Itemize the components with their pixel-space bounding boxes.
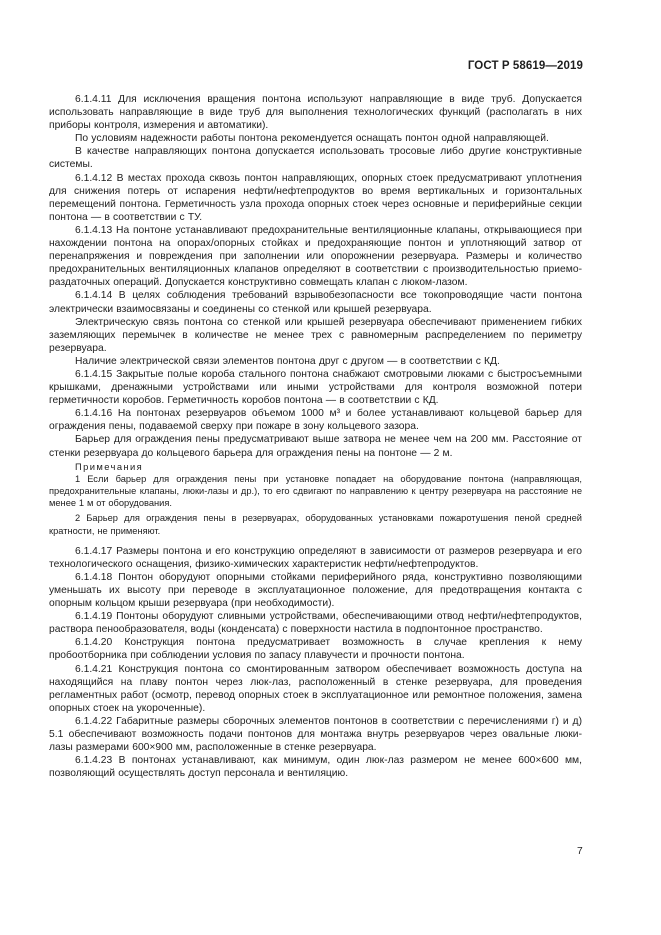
document-header: ГОСТ Р 58619—2019 (467, 60, 583, 72)
paragraph: 6.1.4.20 Конструкция понтона предусматривает возможность в случае крепления к нему пробоотборника при соблюдении условия по запасу плавучести и прочности понтона. (49, 637, 582, 662)
paragraph: 6.1.4.13 На понтоне устанавливают предохранительные вентиляционные клапаны, открывающиеся при нахождении понтона на опорах/опорных стойках и предохраняющие понтон и уплотняющий затвор от перенапряжения и повреждения при заполнении или опорожнении резервуара. Размеры и количество предохранительных вентиляционных клапанов определяют в соответствии с производительностью приемо-раздаточных операций. Допускается конструктивно совмещать клапан с люком-лазом. (49, 224, 582, 289)
note-item: 1 Если барьер для ограждения пены при установке попадает на оборудование понтона (направляющая, предохранительные клапаны, люки-лазы и др.), то его сдвигают по направлению к центру резервуара на расстояние не менее 1 м от оборудования. (49, 473, 582, 509)
paragraph: Электрическую связь понтона со стенкой или крышей резервуара обеспечивают применением гибких заземляющих перемычек в количестве не менее трех с равномерным распределением по периметру резервуара. (49, 316, 582, 354)
paragraph: Наличие электрической связи элементов понтона друг с другом — в соответствии с КД. (75, 355, 500, 367)
paragraph: 6.1.4.11 Для исключения вращения понтона используют направляющие в виде труб. Допускается использовать направляющие в виде труб для выполнения технологических функций (располагать в них приборы контроля, измерения и автоматики). (49, 94, 582, 132)
page-number: 7 (577, 846, 583, 857)
note-item: 2 Барьер для ограждения пены в резервуарах, оборудованных установками пожаротушения пеной средней кратности, не применяют. (49, 513, 582, 536)
paragraph: 6.1.4.16 На понтонах резервуаров объемом 1000 м³ и более устанавливают кольцевой барьер для ограждения пены, подаваемой сверху при пожаре в зону кольцевого зазора. (49, 408, 582, 433)
document-body (49, 93, 582, 780)
paragraph: По условиям надежности работы понтона рекомендуется оснащать понтон одной направляющей. (75, 133, 549, 145)
paragraph: 6.1.4.21 Конструкция понтона со смонтированным затвором обеспечивает возможность доступа на находящийся на плаву понтон через люк-лаз, расположенный в стенке резервуара, для проведения регламентных работ (осмотр, перевод опорных стоек в эксплуатационное или ремонтное положения, замена опорных стоек на укороченные). (49, 663, 582, 714)
paragraph: 6.1.4.12 В местах прохода сквозь понтон направляющих, опорных стоек предусматривают уплотнения для снижения потерь от испарения нефти/нефтепродуктов во время вертикальных и горизонтальных перемещений понтона. Герметичность узла прохода опорных стоек через основные и периферийные секции понтона — в соответствии с ТУ. (49, 172, 582, 223)
paragraph: 6.1.4.19 Понтоны оборудуют сливными устройствами, обеспечивающими отвод нефти/нефтепродуктов, раствора пенообразователя, воды (конденсата) с поверхности настила в подпонтонное пространство. (49, 611, 582, 636)
paragraph: В качестве направляющих понтона допускается использовать тросовые либо другие конструктивные системы. (49, 146, 582, 171)
paragraph: 6.1.4.22 Габаритные размеры сборочных элементов понтонов в соответствии с перечислениями г) и д) 5.1 обеспечивают возможность подачи понтонов для монтажа внутрь резервуаров через овальные люки-лазы размерами 600×900 мм, расположенные в стенке резервуара. (49, 715, 582, 754)
paragraph: Барьер для ограждения пены предусматривают выше затвора не менее чем на 200 мм. Расстояние от стенки резервуара до кольцевого барьера для ограждения пены на понтоне — 2 м. (49, 434, 582, 459)
notes-title: Примечания (75, 460, 144, 472)
paragraph: 6.1.4.14 В целях соблюдения требований взрывобезопасности все токопроводящие части понтона электрически взаимосвязаны и соединены со стенкой или крышей резервуара. (49, 290, 582, 315)
paragraph: 6.1.4.18 Понтон оборудуют опорными стойками периферийного ряда, конструктивно позволяющими уменьшать их высоту при переводе в эксплуатационное положение, для предотвращения контакта с опорным кольцом крыши резервуара (при необходимости). (49, 571, 582, 610)
paragraph: 6.1.4.15 Закрытые полые короба стального понтона снабжают смотровыми люками с быстросъемными крышками, дренажными устройствами или иными устройствами для контроля возможной потери герметичности коробов. Герметичность коробов понтона — в соответствии с КД. (49, 368, 582, 407)
paragraph: 6.1.4.17 Размеры понтона и его конструкцию определяют в зависимости от размеров резервуара и его технологического оснащения, физико-химических характеристик нефти/нефтепродуктов. (49, 545, 582, 570)
paragraph: 6.1.4.23 В понтонах устанавливают, как минимум, один люк-лаз размером не менее 600×600 мм, позволяющий осуществлять доступ персонала и вентиляцию. (49, 755, 582, 780)
